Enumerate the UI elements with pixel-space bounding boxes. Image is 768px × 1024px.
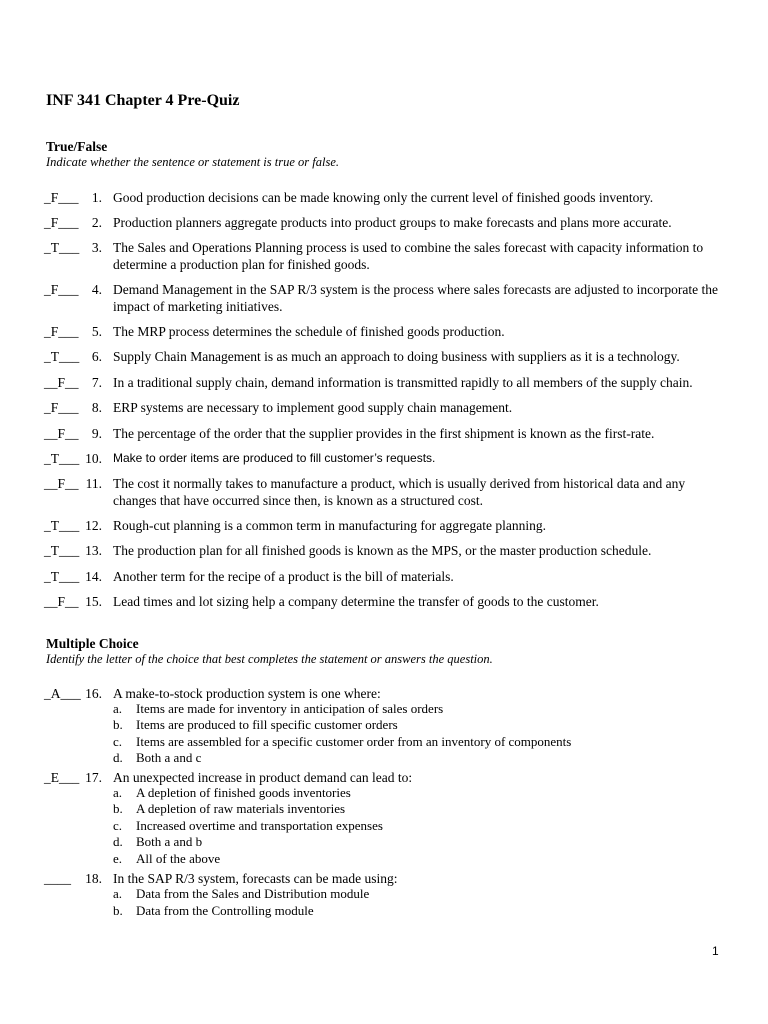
answer-blank: __F__ — [44, 594, 79, 609]
question-text: In a traditional supply chain, demand information is transmitted rapidly to all members of the supply chain. — [113, 375, 693, 390]
option-text: A depletion of raw materials inventories — [136, 801, 346, 816]
option-letter: c. — [113, 734, 123, 749]
option-text: Items are assembled for a specific customer order from an inventory of components — [136, 734, 572, 749]
question-number: 18. — [85, 871, 102, 886]
question-number: 6. — [91, 349, 102, 364]
question-text: ERP systems are necessary to implement good supply chain management. — [113, 400, 513, 415]
answer-blank: __F__ — [44, 375, 79, 390]
question-number: 14. — [85, 569, 102, 584]
multiple-choice-instruction: Identify the letter of the choice that best completes the statement or answers the question. — [46, 652, 493, 666]
question-text: Lead times and lot sizing help a company determine the transfer of goods to the customer. — [113, 594, 599, 609]
answer-blank: _T___ — [44, 518, 80, 533]
multiple-choice-heading: Multiple Choice — [46, 636, 139, 651]
option-text: Items are made for inventory in anticipation of sales orders — [136, 701, 444, 716]
question-number: 15. — [85, 594, 102, 609]
question-text: The cost it normally takes to manufacture a product, which is usually derived from historical data and any changes that have occurred since then, is known as a structured cost. — [113, 476, 686, 508]
question-text: The production plan for all finished goods is known as the MPS, or the master production schedule. — [113, 543, 652, 558]
question-text: Make to order items are produced to fill customer’s requests. — [113, 451, 436, 465]
question-number: 7. — [91, 375, 102, 390]
question-number: 9. — [91, 426, 102, 441]
option-text: Increased overtime and transportation expenses — [136, 818, 383, 833]
option-letter: a. — [113, 785, 123, 800]
answer-blank: _F___ — [44, 215, 79, 230]
question-number: 2. — [91, 215, 102, 230]
question-text: An unexpected increase in product demand can lead to: — [113, 770, 413, 785]
option-text: Both a and c — [136, 750, 202, 765]
true-false-instruction: Indicate whether the sentence or statement is true or false. — [46, 155, 339, 169]
question-text: Rough-cut planning is a common term in manufacturing for aggregate planning. — [113, 518, 547, 533]
question-number: 4. — [91, 282, 102, 297]
answer-blank: _T___ — [44, 451, 80, 466]
question-number: 8. — [91, 400, 102, 415]
answer-blank: _F___ — [44, 190, 79, 205]
answer-blank: _F___ — [44, 400, 79, 415]
option-text: Items are produced to fill specific customer orders — [136, 717, 398, 732]
option-text: All of the above — [136, 851, 221, 866]
answer-blank: __F__ — [44, 476, 79, 491]
question-text: Demand Management in the SAP R/3 system is the process where sales forecasts are adjusted to incorporate the impact of marketing initiatives. — [113, 282, 718, 314]
question-number: 5. — [91, 324, 102, 339]
question-number: 11. — [85, 476, 102, 491]
question-text: Production planners aggregate products into product groups to make forecasts and plans more accurate. — [113, 215, 672, 230]
answer-blank: _F___ — [44, 324, 79, 339]
answer-blank: _T___ — [44, 569, 80, 584]
question-text: Supply Chain Management is as much an approach to doing business with suppliers as it is a technology. — [113, 349, 680, 364]
page-title: INF 341 Chapter 4 Pre-Quiz — [46, 92, 240, 109]
answer-blank: _A___ — [44, 686, 81, 701]
question-number: 10. — [85, 451, 102, 466]
question-text: The MRP process determines the schedule of finished goods production. — [113, 324, 505, 339]
question-text: The Sales and Operations Planning process is used to combine the sales forecast with capacity information to determine a production plan for finished goods. — [113, 240, 704, 272]
question-number: 17. — [85, 770, 102, 785]
page-number: 1 — [712, 944, 719, 958]
question-number: 13. — [85, 543, 102, 558]
option-letter: d. — [113, 834, 123, 849]
option-letter: b. — [113, 903, 123, 918]
option-letter: a. — [113, 701, 123, 716]
question-text: In the SAP R/3 system, forecasts can be made using: — [113, 871, 398, 886]
answer-blank: _E___ — [44, 770, 80, 785]
option-text: Data from the Controlling module — [136, 903, 314, 918]
question-number: 1. — [91, 190, 102, 205]
answer-blank: __F__ — [44, 426, 79, 441]
option-letter: b. — [113, 801, 123, 816]
true-false-heading: True/False — [46, 139, 108, 154]
question-number: 16. — [85, 686, 102, 701]
option-text: Data from the Sales and Distribution module — [136, 886, 370, 901]
answer-blank: _T___ — [44, 349, 80, 364]
option-letter: a. — [113, 886, 123, 901]
question-text: A make-to-stock production system is one where: — [113, 686, 381, 701]
answer-blank: ____ — [44, 871, 71, 886]
answer-blank: _T___ — [44, 543, 80, 558]
option-letter: e. — [113, 851, 123, 866]
question-text: Another term for the recipe of a product is the bill of materials. — [113, 569, 454, 584]
option-text: A depletion of finished goods inventories — [136, 785, 351, 800]
question-number: 3. — [91, 240, 102, 255]
option-letter: b. — [113, 717, 123, 732]
question-text: The percentage of the order that the supplier provides in the first shipment is known as the first-rate. — [113, 426, 655, 441]
option-letter: d. — [113, 750, 123, 765]
answer-blank: _F___ — [44, 282, 79, 297]
answer-blank: _T___ — [44, 240, 80, 255]
option-letter: c. — [113, 818, 123, 833]
option-text: Both a and b — [136, 834, 203, 849]
question-number: 12. — [85, 518, 102, 533]
question-text: Good production decisions can be made knowing only the current level of finished goods inventory. — [113, 190, 654, 205]
